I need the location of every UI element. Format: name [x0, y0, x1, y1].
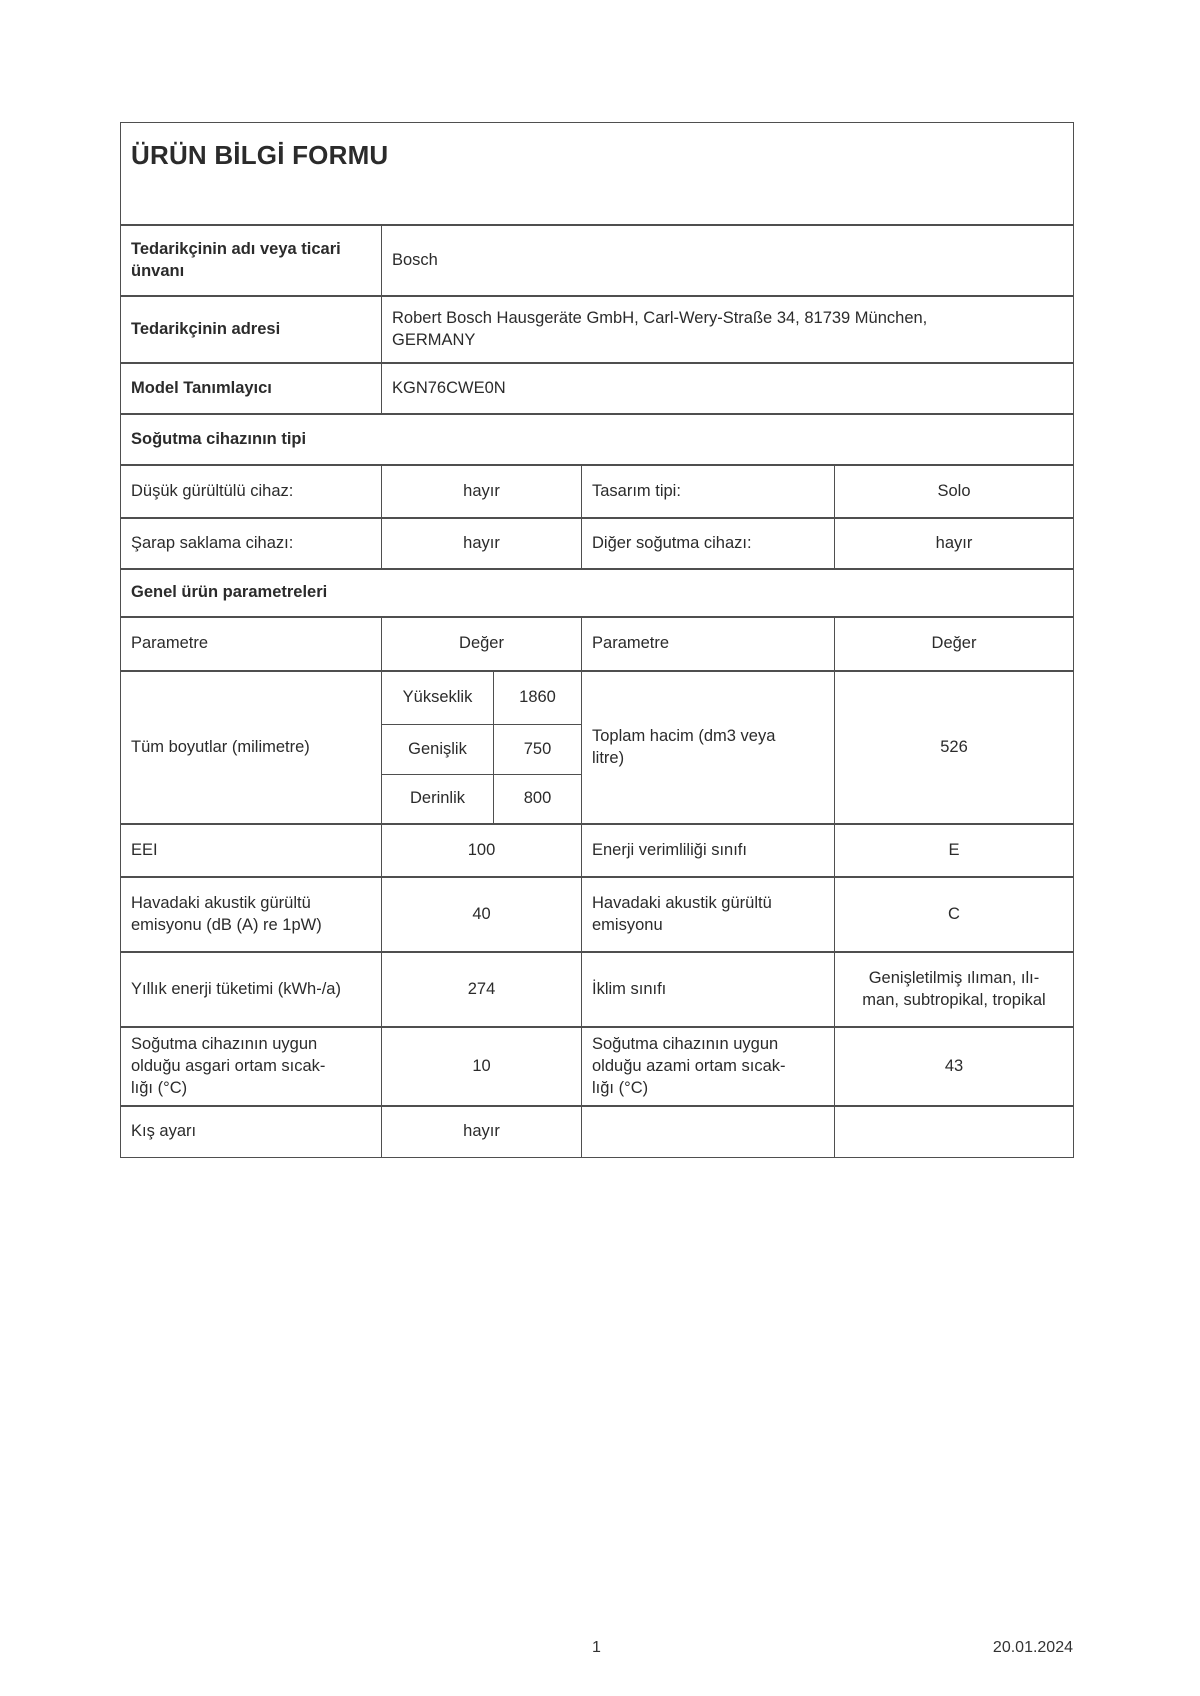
- page-number: 1: [592, 1639, 601, 1656]
- max-ambient-temperature-label: Soğutma cihazının uygun olduğu azami ortam sıcak-lığı (°C): [582, 1028, 835, 1106]
- dimension-height-value: 1860: [494, 672, 582, 725]
- dimension-width-value: 750: [494, 725, 582, 775]
- supplier-address-value: Robert Bosch Hausgeräte GmbH, Carl-Wery-Straße 34, 81739 München, GERMANY: [382, 297, 1074, 363]
- low-noise-label: Düşük gürültülü cihaz:: [121, 466, 382, 518]
- dimensions-row: [120, 671, 1074, 824]
- wine-storage-value: hayır: [382, 519, 582, 569]
- wine-storage-label: Şarap saklama cihazı:: [121, 519, 382, 569]
- acoustic-noise-emission-label: Havadaki akustik gürültü emisyonu (dB (A) re 1pW): [121, 878, 382, 952]
- low-noise-value: hayır: [382, 466, 582, 518]
- eei-label: EEI: [121, 825, 382, 877]
- dimension-depth-value: 800: [494, 775, 582, 824]
- type-row-low-noise: [120, 465, 1074, 518]
- supplier-address-row: [120, 296, 1074, 363]
- model-identifier-value: KGN76CWE0N: [382, 364, 1074, 414]
- annual-energy-value: 274: [382, 953, 582, 1027]
- other-refrigerating-value: hayır: [835, 519, 1074, 569]
- type-section-heading-row: [120, 414, 1074, 465]
- supplier-name-value: Bosch: [382, 226, 1074, 296]
- dimension-width-label: Genişlik: [382, 725, 494, 775]
- dimension-height-label: Yükseklik: [382, 672, 494, 725]
- acoustic-noise-row: [120, 877, 1074, 952]
- annual-energy-row: [120, 952, 1074, 1027]
- supplier-name-row: [120, 225, 1074, 296]
- annual-energy-label: Yıllık enerji tüketimi (kWh-/a): [121, 953, 382, 1027]
- eei-value: 100: [382, 825, 582, 877]
- acoustic-noise-class-value: C: [835, 878, 1074, 952]
- climate-class-label: İklim sınıfı: [582, 953, 835, 1027]
- dimensions-label: Tüm boyutlar (milimetre): [121, 672, 382, 824]
- type-section-heading: Soğutma cihazının tipi: [121, 415, 1074, 465]
- winter-setting-value: hayır: [382, 1107, 582, 1158]
- winter-setting-empty-label: [582, 1107, 835, 1158]
- dimension-depth-label: Derinlik: [382, 775, 494, 824]
- winter-setting-label: Kış ayarı: [121, 1107, 382, 1158]
- model-identifier-row: [120, 363, 1074, 414]
- column-header-value-right: Değer: [835, 618, 1074, 671]
- footer-date: 20.01.2024: [992, 1639, 1073, 1656]
- winter-setting-row: [120, 1106, 1074, 1158]
- column-header-parameter-left: Parametre: [121, 618, 382, 671]
- eei-row: [120, 824, 1074, 877]
- min-ambient-temperature-label: Soğutma cihazının uygun olduğu asgari ortam sıcak-lığı (°C): [121, 1028, 382, 1106]
- ambient-temperature-row: [120, 1027, 1074, 1106]
- page-footer: [120, 1637, 1073, 1661]
- other-refrigerating-label: Diğer soğutma cihazı:: [582, 519, 835, 569]
- acoustic-noise-emission-value: 40: [382, 878, 582, 952]
- design-type-value: Solo: [835, 466, 1074, 518]
- energy-class-value: E: [835, 825, 1074, 877]
- parameters-section-heading-row: [120, 569, 1074, 617]
- max-ambient-temperature-value: 43: [835, 1028, 1074, 1106]
- parameters-section-heading: Genel ürün parametreleri: [121, 570, 1074, 617]
- supplier-name-label: Tedarikçinin adı veya ticari ünvanı: [121, 226, 382, 296]
- parameters-header-row: [120, 617, 1074, 671]
- document-title: ÜRÜN BİLGİ FORMU: [121, 123, 1074, 225]
- title-row: [120, 122, 1074, 225]
- total-volume-label: Toplam hacim (dm3 veya litre): [582, 672, 835, 824]
- product-information-form: [120, 122, 1073, 1158]
- column-header-value-left: Değer: [382, 618, 582, 671]
- climate-class-value: Genişletilmiş ılıman, ılı-man, subtropikal, tropikal: [835, 953, 1074, 1027]
- winter-setting-empty-value: [835, 1107, 1074, 1158]
- design-type-label: Tasarım tipi:: [582, 466, 835, 518]
- acoustic-noise-class-label: Havadaki akustik gürültü emisyonu: [582, 878, 835, 952]
- model-identifier-label: Model Tanımlayıcı: [121, 364, 382, 414]
- column-header-parameter-right: Parametre: [582, 618, 835, 671]
- energy-class-label: Enerji verimliliği sınıfı: [582, 825, 835, 877]
- min-ambient-temperature-value: 10: [382, 1028, 582, 1106]
- total-volume-value: 526: [835, 672, 1074, 824]
- type-row-wine-storage: [120, 518, 1074, 569]
- supplier-address-label: Tedarikçinin adresi: [121, 297, 382, 363]
